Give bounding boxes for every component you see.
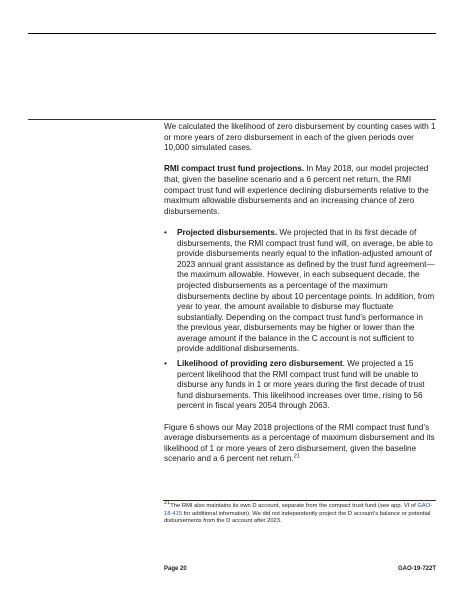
figure-reference-text: Figure 6 shows our May 2018 projections of the RMI compact trust fund’s average disbursements as a percentage of maximum disbursement and its likelihood of 1 or more years of zero disbursement, given the baseline scenario and a 6 percent net return. <box>164 422 435 464</box>
footnote <box>164 500 436 526</box>
page-number: Page 20 <box>164 566 187 572</box>
bullet-heading: Likelihood of providing zero disbursement <box>177 359 343 369</box>
page-footer <box>164 566 436 572</box>
list-item <box>164 359 436 412</box>
footnote-reference[interactable]: 21 <box>293 453 300 460</box>
footnote-rule <box>163 500 436 501</box>
projections-text: In May 2018, our model projected that, given the baseline scenario and a 6 percent net return, the RMI compact trust fund will experience declining disbursements relative to the maximum allowable disbursements and an increasing chance of zero disbursements. <box>164 164 429 216</box>
bullet-icon: • <box>164 359 167 369</box>
figure-reference-paragraph <box>164 423 436 465</box>
header-rule <box>28 33 436 34</box>
report-number: GAO-19-722T <box>397 566 436 572</box>
projections-heading: RMI compact trust fund projections. <box>164 164 305 174</box>
intro-paragraph: We calculated the likelihood of zero disbursement by counting cases with 1 or more years of zero disbursement in each of the given periods over 10,000 simulated cases. <box>164 122 436 153</box>
bullet-icon: • <box>164 227 167 237</box>
footnote-number: 21 <box>164 500 171 507</box>
footnote-text-2: for additional information). We did not independently project the D account’s balance or potential disbursements from the D account after 2023. <box>164 510 431 525</box>
list-item <box>164 228 436 355</box>
report-link[interactable]: GAO-18-415 <box>164 503 433 517</box>
bullet-text: We projected that in its first decade of disbursements, the RMI compact trust fund will, on average, be able to provide disbursements nearly equal to the inflation-adjusted amount of 2023 annual grant assistance as defined by the trust fund agreement—the maximum allowable. However, in each subsequent decade, the projected disbursements as a percentage of the maximum disbursements decline by about 10 percentage points. In addition, from year to year, the amount available to disburse may fluctuate substantially. Depending on the compact trust fund’s performance in the previous year, disbursements may be higher or lower than the average amount if the balance in the C account is not sufficient to provide additional disbursements. <box>177 227 435 354</box>
body-text <box>164 122 436 476</box>
section-rule <box>28 119 436 120</box>
projections-paragraph <box>164 164 436 217</box>
bullet-heading: Projected disbursements. <box>177 227 278 237</box>
bullet-text: . We projected a 15 percent likelihood that the RMI compact trust fund will be unable to disburse any funds in 1 or more years during the first decade of trust fund disbursements. This likelihood increases over time, rising to 56 percent in fiscal years 2054 through 2063. <box>177 359 425 411</box>
bullet-list <box>164 228 436 412</box>
footnote-text-1: The RMI also maintains its own D account, separate from the compact trust fund (see app. VI of <box>170 503 418 509</box>
